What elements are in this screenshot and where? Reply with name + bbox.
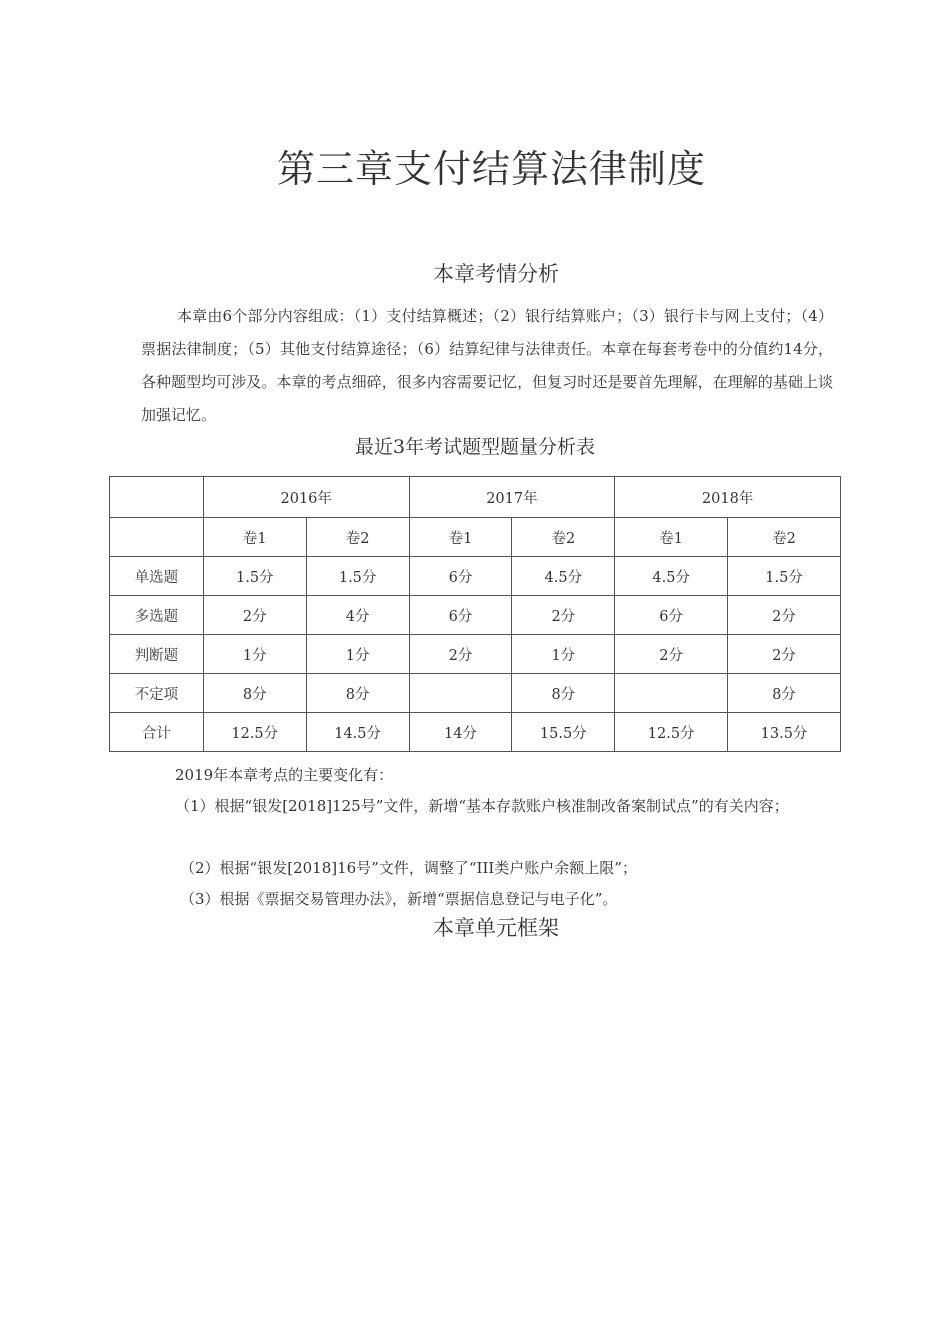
table-cell: 2分 [409,635,512,674]
table-cell: 13.5分 [728,713,841,752]
paper-header: 卷1 [409,518,512,557]
change-item: （2）根据“银发[2018]16号”文件，调整了“III类户账户余额上限”； [180,859,637,877]
table-header-papers [110,518,841,557]
row-label: 合计 [110,713,204,752]
table-cell: 6分 [615,596,728,635]
chapter-title: 第三章支付结算法律制度 [276,147,706,191]
row-label: 判断题 [110,635,204,674]
table-cell: 4.5分 [615,557,728,596]
year-header: 2018年 [615,477,841,518]
table-cell: 6分 [409,557,512,596]
table-cell: 8分 [728,674,841,713]
table-cell: 12.5分 [615,713,728,752]
paper-header: 卷2 [728,518,841,557]
paper-header: 卷1 [615,518,728,557]
table-row [110,596,841,635]
table-cell: 2分 [203,596,306,635]
table-cell: 12.5分 [203,713,306,752]
table-row [110,674,841,713]
section-heading-framework: 本章单元框架 [433,916,559,940]
exam-stats-table [109,476,841,752]
changes-intro: 2019年本章考点的主要变化有： [175,766,394,784]
table-header-years [110,477,841,518]
table-cell: 8分 [203,674,306,713]
table-cell: 2分 [615,635,728,674]
table-cell: 1分 [512,635,615,674]
change-item: （1）根据“银发[2018]125号”文件，新增“基本存款账户核准制改备案制试点”的有关内容； [175,797,789,815]
section-heading-analysis: 本章考情分析 [433,262,559,286]
table-row [110,635,841,674]
table-cell: 8分 [512,674,615,713]
year-header: 2016年 [203,477,409,518]
table-cell [409,674,512,713]
table-cell: 4.5分 [512,557,615,596]
row-label: 多选题 [110,596,204,635]
table-caption: 最近3年考试题型题量分析表 [354,436,596,458]
table-cell: 14分 [409,713,512,752]
table-corner-cell [110,477,204,518]
year-header: 2017年 [409,477,615,518]
table-cell: 1分 [306,635,409,674]
row-label: 单选题 [110,557,204,596]
intro-paragraph: 本章由6个部分内容组成：（1）支付结算概述；（2）银行结算账户；（3）银行卡与网上支付；（4）票据法律制度；（5）其他支付结算途径；（6）结算纪律与法律责任。本章在每套考卷中的分值约14分，各种题型均可涉及。本章的考点细碎，很多内容需要记忆，但复习时还是要首先理解，在理解的基础上谈加强记忆。 [141,307,833,424]
table-cell: 8分 [306,674,409,713]
paper-header: 卷2 [512,518,615,557]
table-cell: 1.5分 [728,557,841,596]
table-cell: 4分 [306,596,409,635]
table-cell [615,674,728,713]
table-cell: 2分 [728,596,841,635]
table-cell: 1.5分 [306,557,409,596]
table-cell: 1分 [203,635,306,674]
change-item: （3）根据《票据交易管理办法》，新增“票据信息登记与电子化”。 [180,890,618,908]
row-label: 不定项 [110,674,204,713]
table-cell: 6分 [409,596,512,635]
paper-header: 卷2 [306,518,409,557]
table-cell: 2分 [512,596,615,635]
table-cell: 1.5分 [203,557,306,596]
table-cell: 15.5分 [512,713,615,752]
table-cell: 2分 [728,635,841,674]
table-row [110,557,841,596]
paper-header: 卷1 [203,518,306,557]
table-corner-cell [110,518,204,557]
table-row-total [110,713,841,752]
table-cell: 14.5分 [306,713,409,752]
